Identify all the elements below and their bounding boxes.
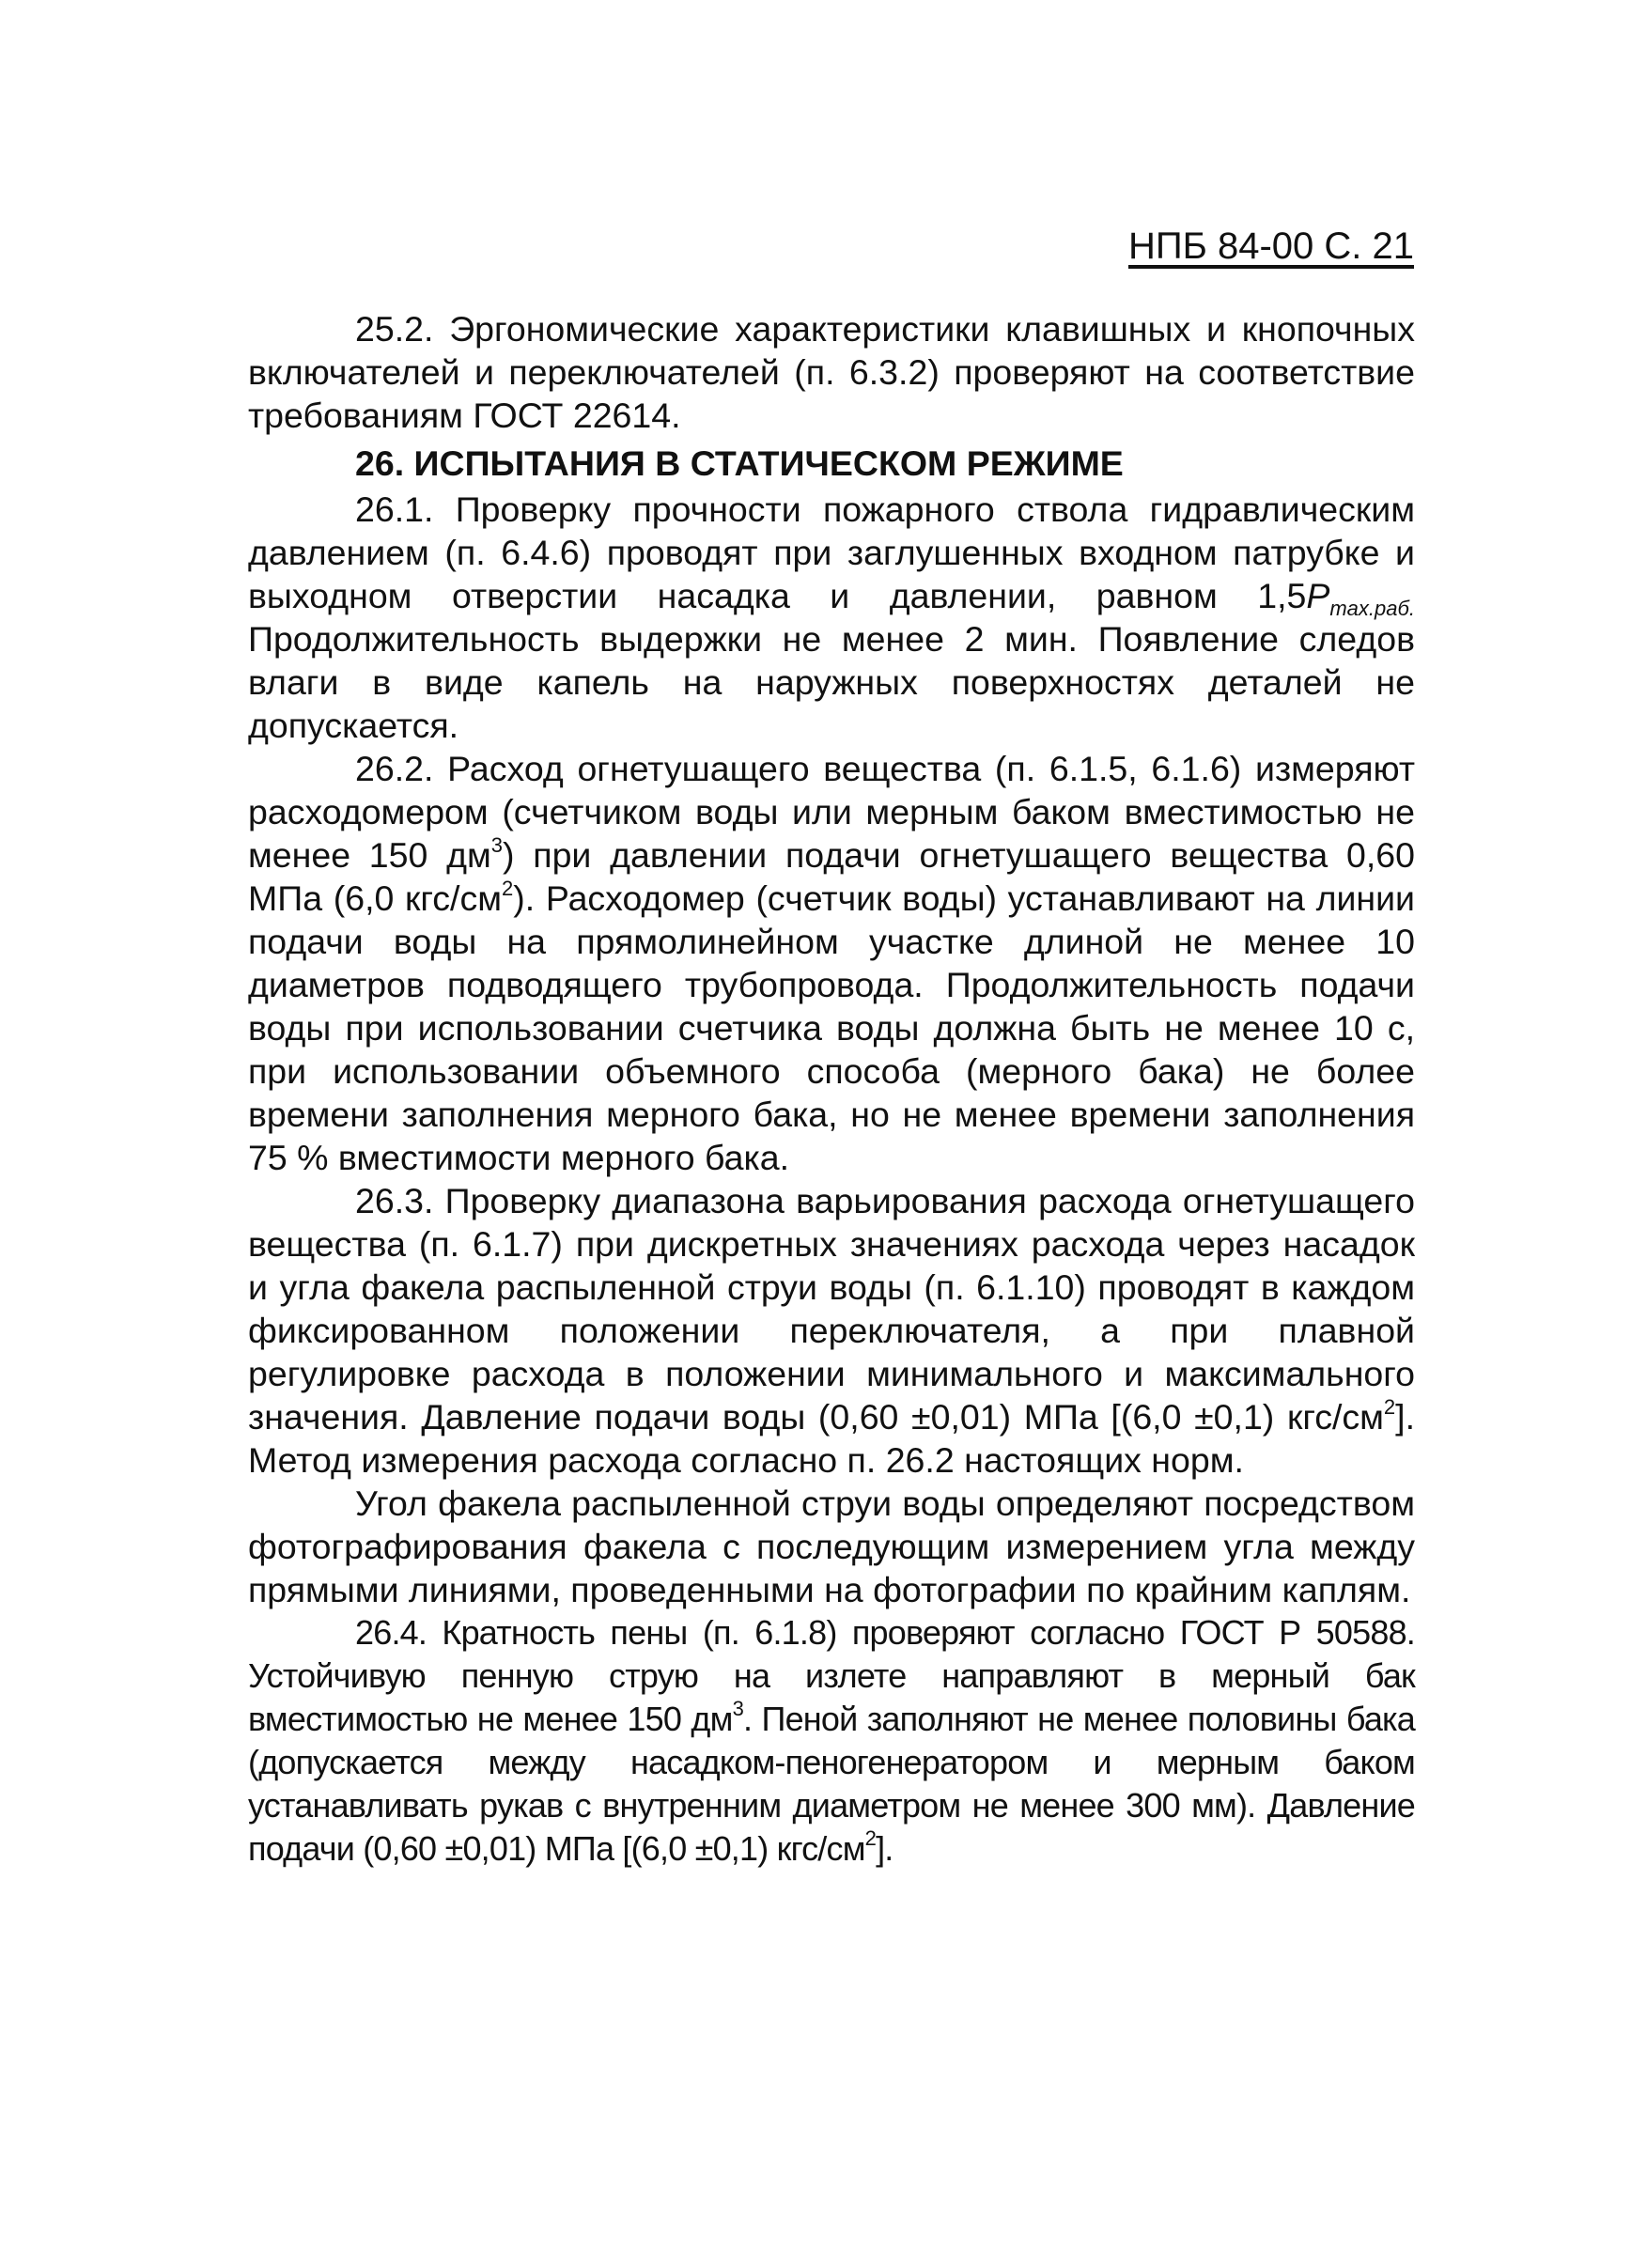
paragraph-26-2-text-3: ). Расходомер (счетчик воды) устанавливают на линии подачи воды на прямолинейном участке длиной не менее 10 диаметров подводящего трубопровода. Продолжительность подачи воды при использовании счетчика воды должна быть не менее 10 с, при использовании объемного способа (мерного бака) не более времени заполнения мерного бака, но не менее времени заполнения 75 % вместимости мерного бака. (248, 878, 1415, 1177)
paragraph-26-3-angle (248, 1482, 1415, 1611)
paragraph-26-3 (248, 1179, 1415, 1482)
paragraph-25-2-text: 25.2. Эргономические характеристики клавишных и кнопочных включателей и переключателей (п. 6.3.2) проверяют на соответствие требованиям ГОСТ 22614. (248, 309, 1415, 435)
paragraph-26-1-text-before: 26.1. Проверку прочности пожарного ствола гидравлическим давлением (п. 6.4.6) проводят при заглушенных входном патрубке и выходном отверстии насадка и давлении, равном 1,5 (248, 489, 1415, 615)
superscript-square: 2 (501, 877, 514, 900)
page-header-doc-ref: НПБ 84-00 С. 21 (1127, 225, 1414, 267)
paragraph-26-4-text-1: 26.4. Кратность пены (п. 6.1.8) проверяют согласно ГОСТ Р 50588. Устойчивую пенную струю на излете направляют в мерный бак вместимостью не менее 150 дм (248, 1613, 1415, 1738)
paragraph-26-4 (248, 1611, 1415, 1871)
pressure-symbol: P (1306, 576, 1330, 615)
paragraph-26-2-text-2: ) при давлении подачи огнетушащего вещества 0,60 МПа (6,0 кгс/см (248, 835, 1415, 918)
paragraph-26-2 (248, 747, 1415, 1179)
paragraph-26-2-text-1: 26.2. Расход огнетушащего вещества (п. 6.1.5, 6.1.6) измеряют расходомером (счетчиком воды или мерным баком вместимостью не менее 150 дм (248, 749, 1415, 875)
paragraph-26-1-text-after: Продолжительность выдержки не менее 2 мин. Появление следов влаги в виде капель на наружных поверхностях деталей не допускается. (248, 619, 1415, 745)
document-body (248, 307, 1415, 1871)
paragraph-26-4-text-3: ]. (876, 1829, 893, 1868)
paragraph-26-1 (248, 488, 1415, 747)
superscript-cubic: 3 (490, 833, 504, 857)
paragraph-26-3-angle-text: Угол факела распыленной струи воды определяют посредством фотографирования факела с последующим измерением угла между прямыми линиями, проведенными на фотографии по крайним каплям. (248, 1484, 1415, 1609)
paragraph-26-4-text-2: . Пеной заполняют не менее половины бака (допускается между насадком-пеногенератором и мерным баком устанавливать рукав с внутренним диаметром не менее 300 мм). Давление подачи (0,60 ±0,01) МПа [(6,0 ±0,1) кгс/см (248, 1700, 1416, 1868)
superscript-square: 2 (1383, 1395, 1396, 1419)
section-heading-26: 26. ИСПЫТАНИЯ В СТАТИЧЕСКОМ РЕЖИМЕ (355, 443, 1124, 483)
pressure-subscript: max.раб. (1329, 597, 1415, 620)
superscript-cubic: 3 (732, 1697, 743, 1720)
paragraph-26-3-text-1: 26.3. Проверку диапазона варьирования расхода огнетушащего вещества (п. 6.1.7) при дискретных значениях расхода через насадок и угла факела распыленной струи воды (п. 6.1.10) проводят в каждом фиксированном положении переключателя, а при плавной регулировке расхода в положении минимального и максимального значения. Давление подачи воды (0,60 ±0,01) МПа [(6,0 ±0,1) кгс/см (248, 1181, 1415, 1437)
paragraph-26-3-text-2: ]. Метод измерения расхода согласно п. 26.2 настоящих норм. (248, 1397, 1415, 1480)
paragraph-25-2 (248, 307, 1415, 437)
superscript-square: 2 (864, 1826, 877, 1850)
